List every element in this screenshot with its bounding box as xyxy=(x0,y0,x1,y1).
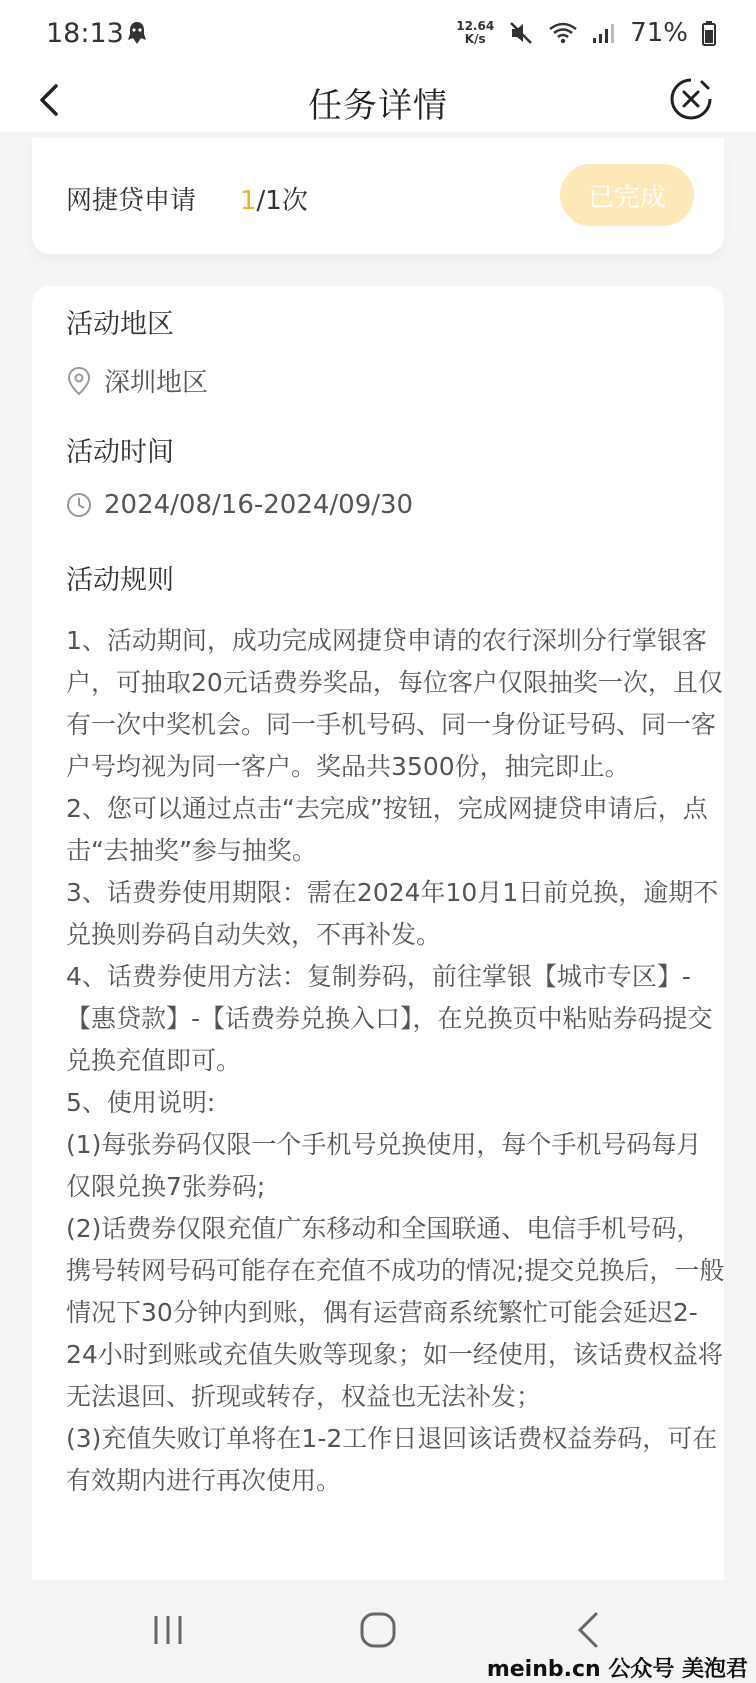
status-indicators xyxy=(456,18,716,48)
rule-item: (1)每张券码仅限一个手机号兑换使用，每个手机号码每月仅限兑换7张券码; xyxy=(66,1130,702,1201)
page-header xyxy=(0,66,756,132)
network-speed: 12.64 K/s xyxy=(456,19,495,46)
rule-item: (3)充值失败订单将在1-2工作日退回该话费权益券码，可在有效期内进行再次使用。 xyxy=(66,1424,718,1495)
page-title: 任务详情 xyxy=(308,86,448,126)
time-value: 2024/08/16-2024/09/30 xyxy=(104,490,414,520)
task-progress-done: 1 xyxy=(240,186,257,216)
task-progress xyxy=(240,180,308,217)
wifi-icon xyxy=(548,20,578,46)
rules-title: 活动规则 xyxy=(66,565,174,596)
region-value: 深圳地区 xyxy=(104,368,209,398)
status-time: 18:13 xyxy=(46,18,124,49)
back-icon[interactable] xyxy=(568,1608,612,1652)
rules-list xyxy=(66,620,726,1502)
rule-item: (2)话费券仅限充值广东移动和全国联通、电信手机号码，携号转网号码可能存在充值不成功的情况;提交兑换后，一般情况下30分钟内到账，偶有运营商系统繁忙可能会延迟2-24小时到账或充值失败等现象；如一经使用，该话费权益将无法退回、折现或转存，权益也无法补发； xyxy=(66,1214,725,1411)
recent-apps-icon[interactable] xyxy=(146,1608,190,1652)
region-row xyxy=(66,362,208,399)
clock-icon xyxy=(66,492,92,518)
task-name: 网捷贷申请 xyxy=(66,186,197,216)
rule-item: 3、话费券使用期限：需在2024年10月1日前兑换，逾期不兑换则券码自动失效，不再补发。 xyxy=(66,878,719,949)
task-card xyxy=(32,138,724,254)
rule-item: 2、您可以通过点击“去完成”按钮，完成网捷贷申请后，点击“去抽奖”参与抽奖。 xyxy=(66,794,708,865)
mute-icon xyxy=(508,20,534,46)
activity-info-card xyxy=(32,286,724,1580)
task-progress-total: /1次 xyxy=(256,186,308,216)
close-icon[interactable] xyxy=(668,76,714,122)
completed-button[interactable]: 已完成 xyxy=(560,164,694,226)
watermark-text: meinb.cn 公众号 美泡君 xyxy=(486,1657,748,1682)
home-icon[interactable] xyxy=(356,1608,400,1652)
battery-percent: 71% xyxy=(630,18,688,48)
rule-item: 1、活动期间，成功完成网捷贷申请的农行深圳分行掌银客户，可抽取20元话费券奖品，每位客户仅限抽奖一次，且仅有一次中奖机会。同一手机号码、同一身份证号码、同一客户号均视为同一客户。奖品共3500份，抽完即止。 xyxy=(66,626,723,781)
rule-item: 4、话费券使用方法：复制券码，前往掌银【城市专区】-【惠贷款】-【话费券兑换入口】，在兑换页中粘贴券码提交兑换充值即可。 xyxy=(66,962,713,1075)
signal-icon xyxy=(592,21,616,45)
time-row xyxy=(66,490,413,520)
location-pin-icon xyxy=(66,366,92,396)
battery-icon xyxy=(702,20,716,46)
status-bar xyxy=(0,0,756,66)
region-title: 活动地区 xyxy=(66,309,174,340)
rule-item: 5、使用说明: xyxy=(66,1088,216,1117)
notification-app-icon xyxy=(126,20,148,46)
time-title: 活动时间 xyxy=(66,437,174,468)
